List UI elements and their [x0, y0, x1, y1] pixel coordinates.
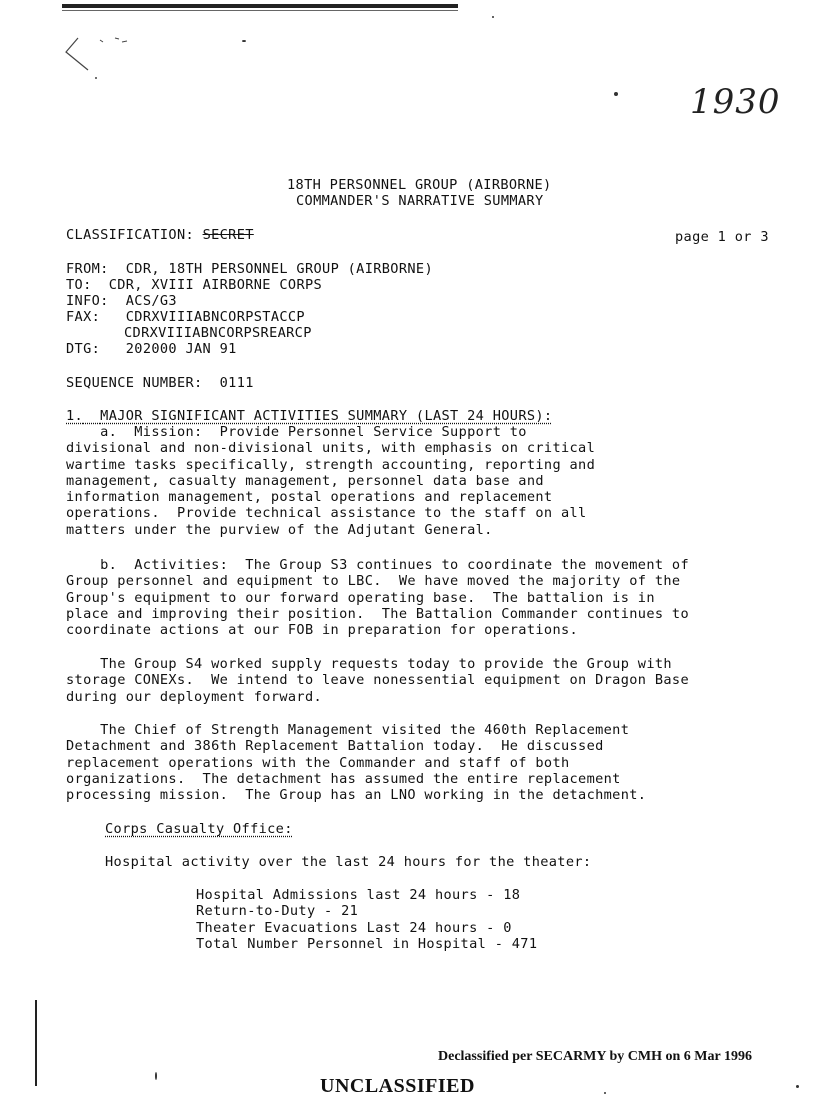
speck: [492, 16, 494, 18]
strength-paragraph: The Chief of Strength Management visited the 460th Replacement Detachment and 386th Replacement Battalion today. He discussed replacement operations with the Commander and staff of both organizations. The detachment has assumed the entire replacement processing mission. The Group has an LNO working in the detachment.: [66, 722, 647, 804]
speck: [242, 40, 246, 42]
list-item: Total Number Personnel in Hospital - 471: [196, 935, 538, 952]
routing-from: FROM: CDR, 18TH PERSONNEL GROUP (AIRBORNE): [66, 261, 433, 277]
top-rule-thin: [62, 10, 458, 11]
routing-to: TO: CDR, XVIII AIRBORNE CORPS: [66, 277, 323, 293]
page-number: page 1 or 3: [675, 229, 769, 245]
left-margin-rule: [35, 1000, 37, 1086]
header-title: 18TH PERSONNEL GROUP (AIRBORNE): [287, 177, 552, 193]
sequence-number: SEQUENCE NUMBER: 0111: [66, 375, 254, 391]
classification-value: SECRET: [202, 227, 254, 243]
mission-paragraph: a. Mission: Provide Personnel Service Support to divisional and non-divisional units, with emphasis on critical wartime tasks specifically, strength accounting, reporting and management, casualty management, personnel data base and information management, postal operations and replacement operations. Provide technical assistance to the staff on all matters under the purview of the Adjutant General.: [66, 424, 596, 538]
section-heading: 1. MAJOR SIGNIFICANT ACTIVITIES SUMMARY (LAST 24 HOURS):: [66, 408, 553, 424]
hospital-intro: Hospital activity over the last 24 hours for the theater:: [105, 854, 592, 870]
routing-fax-2: CDRXVIIIABNCORPSREARCP: [124, 325, 312, 341]
casualty-office-heading: Corps Casualty Office:: [105, 821, 293, 837]
list-item: Theater Evacuations Last 24 hours - 0: [196, 919, 512, 936]
routing-dtg: DTG: 202000 JAN 91: [66, 341, 237, 357]
hospital-list: [196, 887, 537, 952]
classification-label: CLASSIFICATION:: [66, 227, 195, 243]
routing-info: INFO: ACS/G3: [66, 293, 177, 309]
speck: [155, 1072, 157, 1080]
list-item: Return-to-Duty - 21: [196, 903, 359, 920]
handwritten-number: 1930: [690, 82, 781, 122]
speck: [604, 1092, 606, 1094]
speck: [614, 92, 618, 96]
classification-line: [66, 227, 254, 243]
routing-fax: FAX: CDRXVIIIABNCORPSTACCP: [66, 309, 305, 325]
declassified-stamp: Declassified per SECARMY by CMH on 6 Mar 1996: [438, 1049, 752, 1064]
list-item: Hospital Admissions last 24 hours - 18: [196, 887, 521, 903]
header-subtitle: COMMANDER'S NARRATIVE SUMMARY: [296, 193, 544, 209]
speck: [796, 1085, 799, 1088]
top-rule: [62, 4, 458, 8]
s4-paragraph: The Group S4 worked supply requests today to provide the Group with storage CONEXs. We intend to leave nonessential equipment on Dragon Base during our deployment forward.: [66, 656, 689, 705]
activities-paragraph: b. Activities: The Group S3 continues to coordinate the movement of Group personnel and equipment to LBC. We have moved the majority of the Group's equipment to our forward operating base. The battalion is in place and improving their position. The Battalion Commander continues to coordinate actions at our FOB in preparation for operations.: [66, 557, 689, 639]
unclassified-marking: UNCLASSIFIED: [320, 1075, 475, 1097]
scribble-mark-icon: [60, 30, 150, 90]
